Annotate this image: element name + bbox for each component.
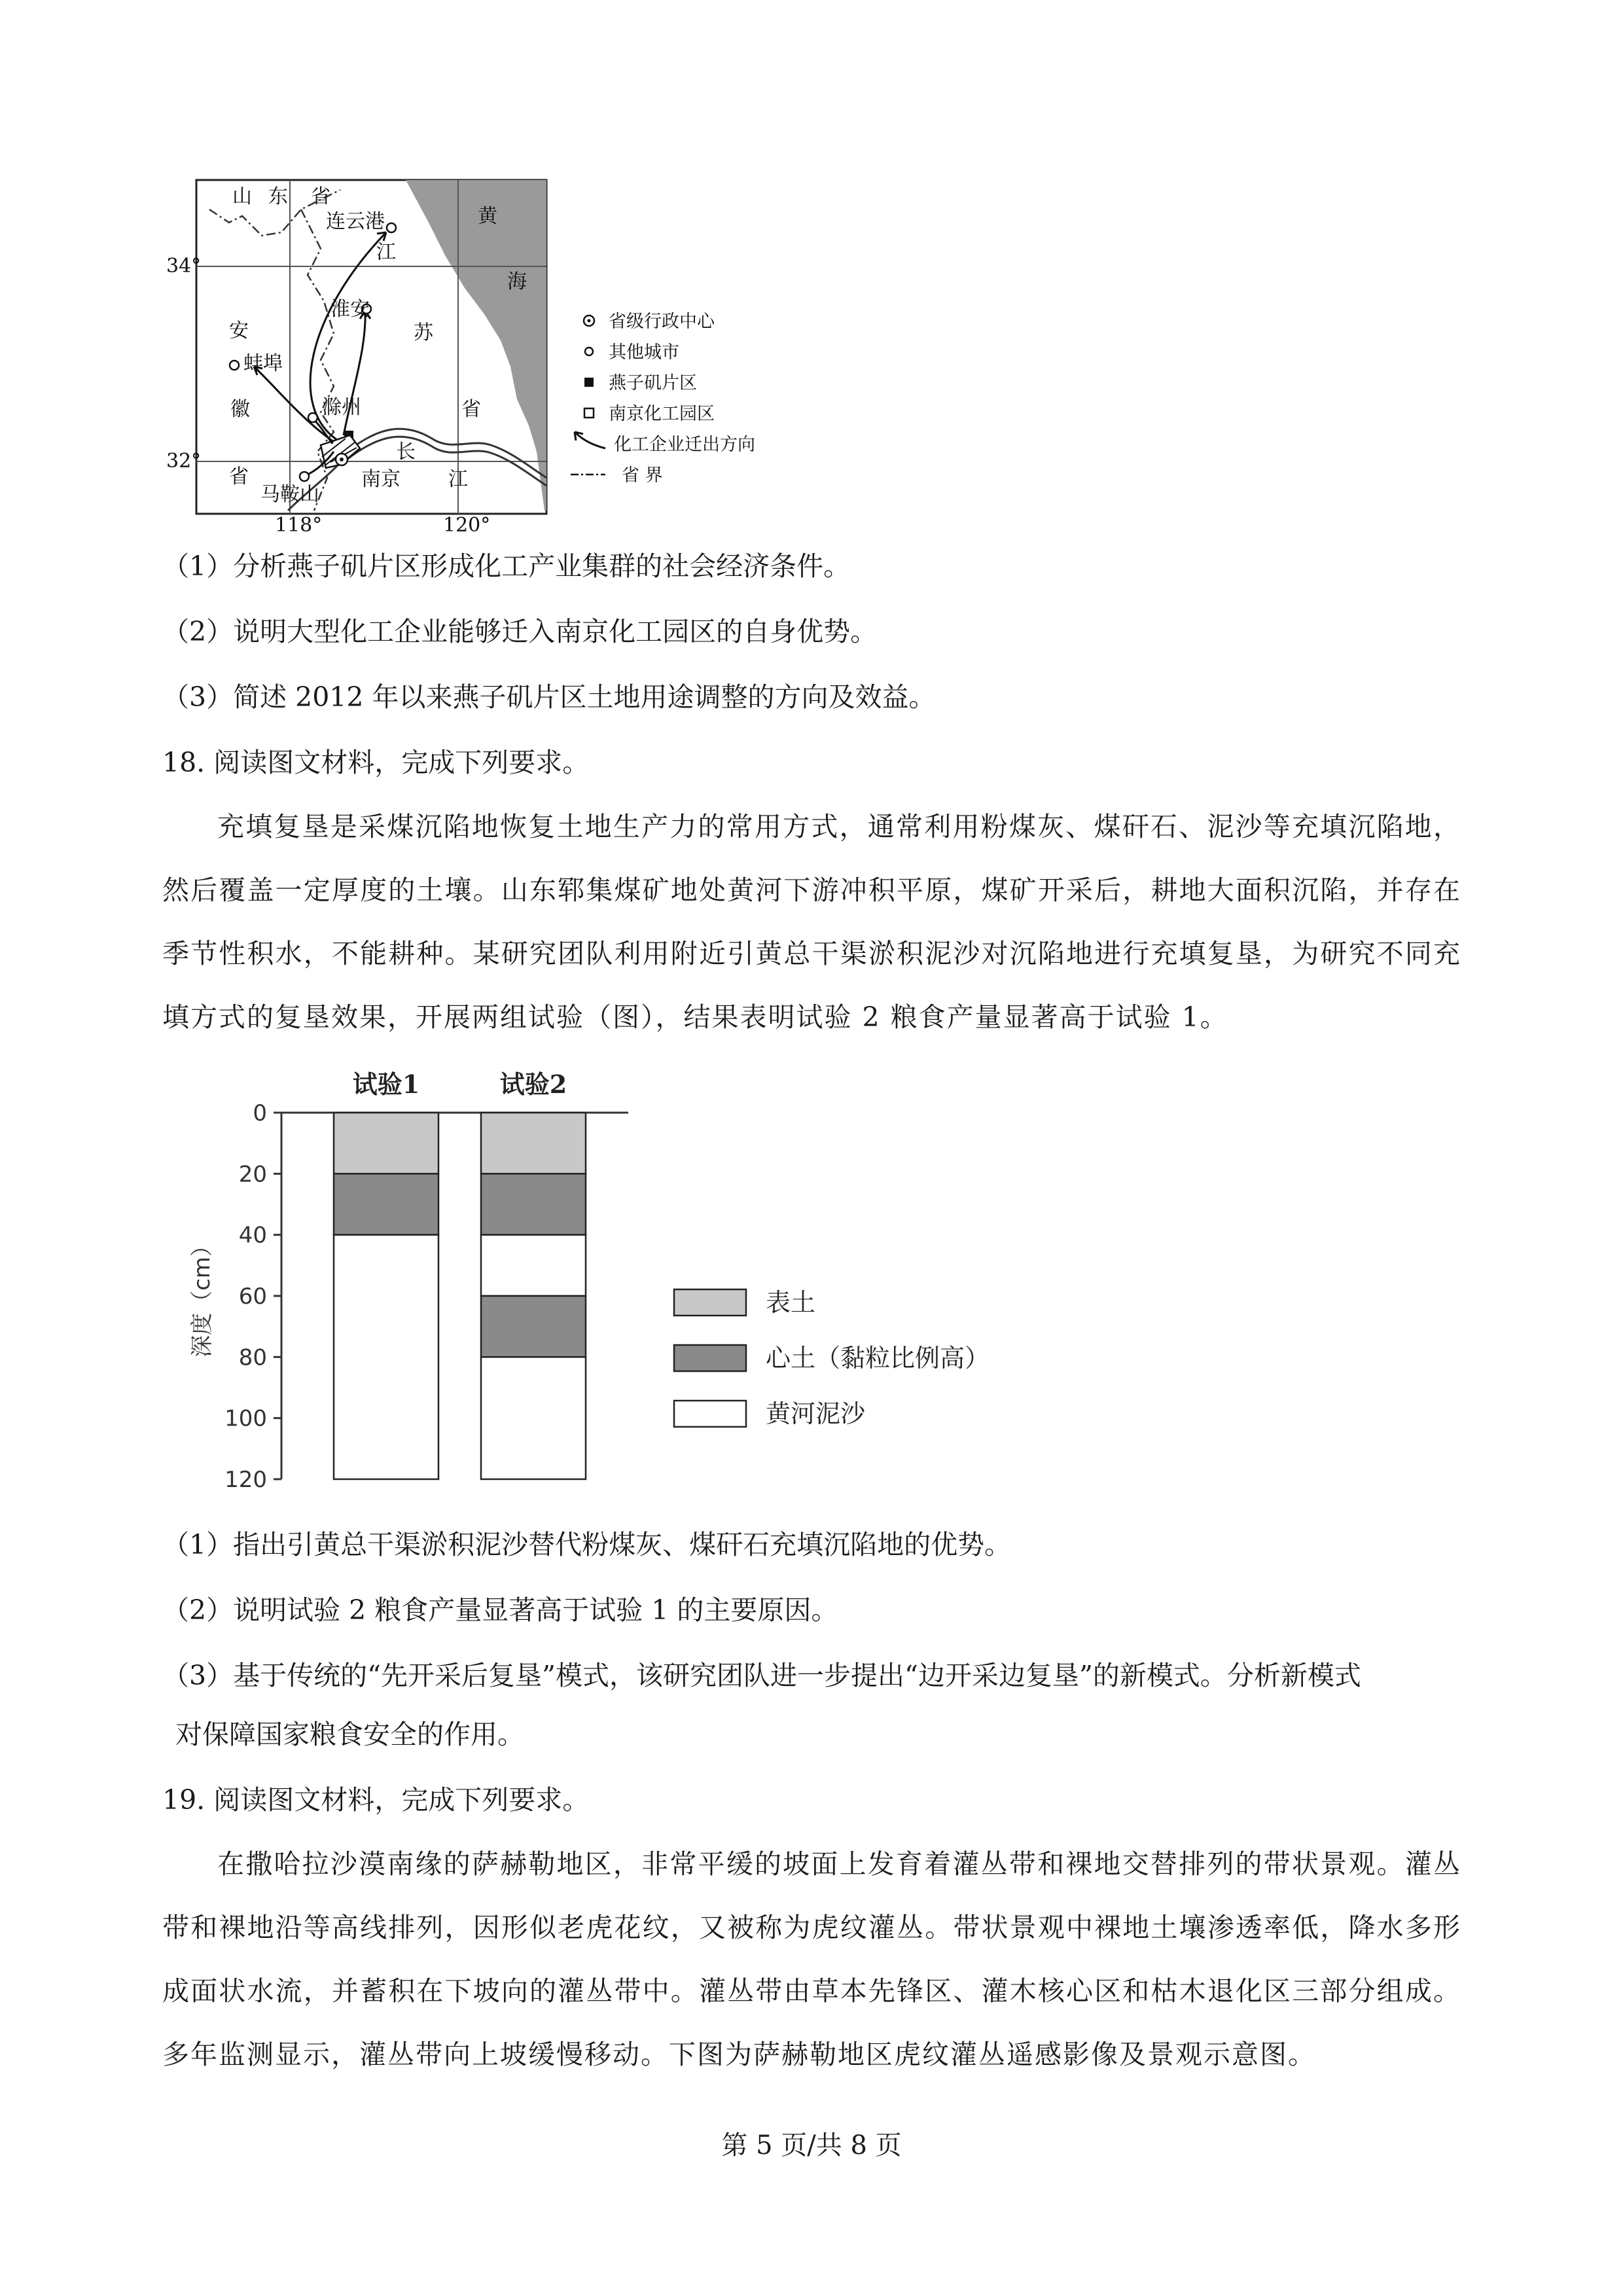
legend-label-chem-park: 南京化工园区 <box>609 404 715 424</box>
q18-item-1: （1）指出引黄总干渠淤积泥沙替代粉煤灰、煤矸石充填沉陷地的优势。 <box>162 1529 1012 1560</box>
label-nanjing: 南京 <box>361 468 401 491</box>
lon-118-label: 118° <box>275 514 323 537</box>
label-jiang-top: 江 <box>376 241 396 264</box>
label-lianyungang: 连云港 <box>326 210 385 233</box>
label-su: 苏 <box>414 321 433 344</box>
layer-bar-2-5 <box>481 1357 586 1479</box>
q17-item-3: （3）简述 2012 年以来燕子矶片区土地用途调整的方向及效益。 <box>162 681 936 713</box>
y-tick-label: 0 <box>253 1100 267 1126</box>
q19-heading: 19. 阅读图文材料，完成下列要求。 <box>162 1784 590 1816</box>
q17-item-1: （1）分析燕子矶片区形成化工产业集群的社会经济条件。 <box>162 550 851 582</box>
q18-item-3-cont: 对保障国家粮食安全的作用。 <box>175 1719 524 1750</box>
lat-34-label: 34° <box>166 255 202 278</box>
label-jiang-bottom: 江 <box>448 468 468 491</box>
layer-bar-2-4 <box>481 1296 586 1357</box>
layer-bar-2-2 <box>481 1174 586 1234</box>
y-tick-label: 40 <box>238 1222 267 1249</box>
page-footer: 第 5 页/共 8 页 <box>721 2130 902 2161</box>
q17-item-2: （2）说明大型化工企业能够迁入南京化工园区的自身优势。 <box>162 616 878 647</box>
legend-label-1: 表土 <box>766 1288 816 1317</box>
label-an: 安 <box>229 319 249 342</box>
y-tick-label: 60 <box>238 1283 267 1310</box>
label-huang: 黄 <box>478 205 497 228</box>
lianyungang-city-icon <box>387 223 396 232</box>
label-dong: 东 <box>268 185 288 208</box>
y-axis-label: 深度（cm） <box>189 1234 215 1357</box>
legend-label-2: 心土（黏粒比例高） <box>766 1344 990 1372</box>
depth-profile-chart <box>183 1054 1067 1499</box>
y-tick-label: 20 <box>238 1161 267 1188</box>
legend-label-border: 省 界 <box>622 465 663 486</box>
label-chuzhou: 滁州 <box>322 396 361 419</box>
label-huaian: 淮安 <box>330 298 370 321</box>
legend-label-arrow: 化工企业迁出方向 <box>614 435 755 455</box>
chuzhou-city-icon <box>308 413 317 422</box>
legend-swatch-3 <box>674 1401 746 1427</box>
label-sheng-top: 省 <box>311 185 330 208</box>
layer-bar-2-1 <box>481 1113 586 1174</box>
lat-32-label: 32° <box>166 450 202 473</box>
label-sheng-right: 省 <box>461 398 481 421</box>
label-maanshan: 马鞍山 <box>260 483 319 506</box>
nanjing-chem-park-icon <box>584 408 594 418</box>
relocation-arrow-icon <box>575 432 605 448</box>
yanziji-legend-icon <box>584 378 594 387</box>
label-sheng-left: 省 <box>229 465 249 488</box>
q18-heading: 18. 阅读图文材料，完成下列要求。 <box>162 747 590 778</box>
nanjing-region-map <box>166 170 825 537</box>
y-tick-label: 100 <box>224 1405 267 1432</box>
legend-label-other-city: 其他城市 <box>609 342 679 363</box>
label-hui: 徽 <box>230 398 250 421</box>
label-bengbu: 蚌埠 <box>243 352 283 375</box>
column-title-2: 试验2 <box>499 1069 567 1099</box>
label-chang: 长 <box>396 440 416 463</box>
y-tick-label: 120 <box>224 1467 267 1493</box>
layer-bar-2-3 <box>481 1235 586 1296</box>
legend-label-3: 黄河泥沙 <box>766 1399 866 1428</box>
q18-item-2: （2）说明试验 2 粮食产量显著高于试验 1 的主要原因。 <box>162 1594 838 1626</box>
q19-paragraph: 在撒哈拉沙漠南缘的萨赫勒地区，非常平缓的坡面上发育着灌丛带和裸地交替排列的带状景观。灌丛带和裸地沿等高线排列，因形似老虎花纹，又被称为虎纹灌丛。带状景观中裸地土壤渗透率低，降水多形成面状水流，并蓄积在下坡向的灌丛带中。灌丛带由草本先锋区、灌木核心区和枯木退化区三部分组成。多年监测显示，灌丛带向上坡缓慢移动。下图为萨赫勒地区虎纹灌丛遥感影像及景观示意图。 <box>162 1848 1461 2070</box>
other-city-icon <box>585 348 593 355</box>
layer-bar-1-3 <box>334 1235 438 1479</box>
lon-120-label: 120° <box>443 514 491 537</box>
label-hai: 海 <box>507 270 527 293</box>
legend-swatch-2 <box>674 1345 746 1371</box>
map-legend <box>571 312 755 486</box>
legend-label-yanziji: 燕子矶片区 <box>609 373 697 393</box>
layer-bar-1-1 <box>334 1113 438 1174</box>
q18-item-3: （3）基于传统的“先开采后复垦”模式，该研究团队进一步提出“边开采边复垦”的新模式。分析新模式 <box>162 1660 1361 1691</box>
legend-swatch-1 <box>674 1289 746 1316</box>
q18-paragraph: 充填复垦是采煤沉陷地恢复土地生产力的常用方式，通常利用粉煤灰、煤矸石、泥沙等充填沉陷地，然后覆盖一定厚度的土壤。山东郓集煤矿地处黄河下游冲积平原，煤矿开采后，耕地大面积沉陷，并存在季节性积水，不能耕种。某研究团队利用附近引黄总干渠淤积泥沙对沉陷地进行充填复垦，为研究不同充填方式的复垦效果，开展两组试验（图），结果表明试验 2 粮食产量显著高于试验 1。 <box>162 811 1461 1033</box>
y-tick-label: 80 <box>238 1344 267 1371</box>
legend-label-capital: 省级行政中心 <box>609 312 715 332</box>
layer-bar-1-2 <box>334 1174 438 1234</box>
maanshan-city-icon <box>300 472 309 481</box>
bengbu-city-icon <box>230 361 239 370</box>
label-shandong: 山 <box>232 185 252 208</box>
column-title-1: 试验1 <box>352 1069 420 1099</box>
